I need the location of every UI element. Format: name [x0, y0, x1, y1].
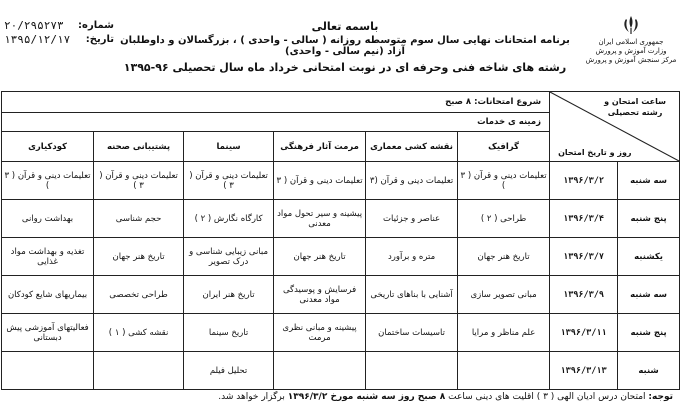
footer-text-b: برگزار خواهد شد.: [218, 392, 285, 402]
field-group-cell: زمینه ی خدمات: [2, 113, 550, 132]
table-cell: کارگاه نگارش ( ۲ ): [184, 200, 274, 238]
column-header: گرافیک: [458, 132, 550, 162]
table-cell: تاریخ هنر جهان: [274, 238, 366, 276]
table-cell: تاریخ هنر ایران: [184, 276, 274, 314]
row-date: ۱۳۹۶/۳/۱۳: [550, 352, 618, 390]
table-cell: تعلیمات دینی و قرآن ( ۳ ): [94, 162, 184, 200]
table-cell: طراحی ( ۲ ): [458, 200, 550, 238]
column-header: پشتیبانی صحنه: [94, 132, 184, 162]
column-header: نقشه کشی معماری: [366, 132, 458, 162]
schedule-table-wrapper: [1, 91, 679, 390]
row-day: پنج شنبه: [618, 200, 680, 238]
table-cell: تاریخ هنر جهان: [94, 238, 184, 276]
date-label: تاریخ:: [85, 33, 114, 45]
table-row: [2, 162, 680, 200]
row-date: ۱۳۹۶/۳/۹: [550, 276, 618, 314]
table-cell: حجم شناسی: [94, 200, 184, 238]
column-header: سینما: [184, 132, 274, 162]
date-value: ۱۳۹۵/۱۲/۱۷: [4, 32, 71, 46]
table-cell: مبانی تصویر سازی: [458, 276, 550, 314]
org-line-3: مرکز سنجش آموزش و پرورش: [585, 56, 677, 64]
table-cell: تاسیسات ساختمان: [366, 314, 458, 352]
table-cell: پیشینه و سیر تحول مواد معدنی: [274, 200, 366, 238]
table-cell: تعلیمات دینی و قرآن ( ۳: [274, 162, 366, 200]
table-cell: متره و برآورد: [366, 238, 458, 276]
document-title-block: [110, 20, 580, 74]
iran-emblem-icon: [620, 14, 642, 36]
table-cell: پیشینه و مبانی نظری مرمت: [274, 314, 366, 352]
table-cell: [458, 352, 550, 390]
table-cell: تعلیمات دینی و قرآن ( ۳ ): [458, 162, 550, 200]
org-line-2: وزارت آموزش و پرورش: [595, 47, 667, 55]
row-day: یکشنبه: [618, 238, 680, 276]
table-cell: نقشه کشی ( ۱ ): [94, 314, 184, 352]
table-cell: مبانی زیبایی شناسی و درک تصویر: [184, 238, 274, 276]
table-cell: تاریخ هنر جهان: [458, 238, 550, 276]
row-day: پنج شنبه: [618, 314, 680, 352]
corner-top-label: ساعت امتحان و رشته تحصیلی: [604, 97, 667, 117]
table-cell: [94, 352, 184, 390]
row-date: ۱۳۹۶/۳/۱۱: [550, 314, 618, 352]
table-cell: [366, 352, 458, 390]
table-row: [2, 238, 680, 276]
footer-note: [8, 392, 673, 402]
table-cell: عناصر و جزئیات: [366, 200, 458, 238]
row-date: ۱۳۹۶/۳/۴: [550, 200, 618, 238]
table-cell: بیماریهای شایع کودکان: [2, 276, 94, 314]
table-cell: آشنایی با بناهای تاریخی: [366, 276, 458, 314]
table-row: [2, 314, 680, 352]
corner-bottom-label: روز و تاریخ امتحان: [558, 148, 632, 157]
table-cell: تغذیه و بهداشت مواد غذایی: [2, 238, 94, 276]
schedule-table: [1, 91, 680, 390]
number-value: ۲۰/۲۹۵۲۷۳: [4, 18, 64, 32]
invocation-line: باسمه تعالی: [311, 20, 379, 33]
date-row: [4, 32, 114, 46]
number-row: [4, 18, 114, 32]
table-cell: تعلیمات دینی و قرآن (۳: [366, 162, 458, 200]
column-header: مرمت آثار فرهنگی: [274, 132, 366, 162]
table-row: [2, 200, 680, 238]
organization-block: [585, 14, 677, 65]
row-day: سه شنبه: [618, 162, 680, 200]
footer-text-bold: ۸ صبح روز سه شنبه مورخ ۱۳۹۶/۳/۲: [287, 392, 446, 402]
column-header: کودکیاری: [2, 132, 94, 162]
row-day: سه شنبه: [618, 276, 680, 314]
table-cell: تعلیمات دینی و قرآن ( ۳ ): [2, 162, 94, 200]
table-cell: تاریخ سینما: [184, 314, 274, 352]
table-cell: تعلیمات دینی و قرآن ( ۳ ): [184, 162, 274, 200]
table-cell: فعالیتهای آموزشی پیش دبستانی: [2, 314, 94, 352]
table-corner-cell: [550, 92, 680, 162]
table-cell: [2, 352, 94, 390]
table-cell: بهداشت روانی: [2, 200, 94, 238]
row-date: ۱۳۹۶/۳/۷: [550, 238, 618, 276]
table-cell: تحلیل فیلم: [184, 352, 274, 390]
header-row-start: [2, 92, 680, 113]
table-cell: طراحی تخصصی: [94, 276, 184, 314]
footer-text-a: امتحان درس ادیان الهی ( ۳ ) اقلیت های دینی ساعت: [448, 392, 646, 402]
row-date: ۱۳۹۶/۳/۲: [550, 162, 618, 200]
number-label: شماره:: [78, 19, 114, 31]
org-line-1: جمهوری اسلامی ایران: [598, 38, 664, 46]
table-row: [2, 352, 680, 390]
table-cell: [274, 352, 366, 390]
title-line-1: برنامه امتحانات نهایی سال سوم متوسطه روزانه ( سالی - واحدی ) ، بزرگسالان و داوطلبان آزاد (نیم سالی - واحدی): [120, 35, 570, 57]
title-line-2: رشته های شاخه فنی وحرفه ای در نوبت امتحانی خرداد ماه سال تحصیلی ۹۶-۱۳۹۵: [123, 61, 567, 74]
row-day: شنبه: [618, 352, 680, 390]
table-row: [2, 276, 680, 314]
start-time-cell: شروع امتحانات: ۸ صبح: [2, 92, 550, 113]
letter-meta: [4, 18, 114, 46]
table-cell: علم مناظر و مرایا: [458, 314, 550, 352]
footer-label: توجه:: [648, 392, 673, 402]
table-cell: فرسایش و پوسیدگی مواد معدنی: [274, 276, 366, 314]
